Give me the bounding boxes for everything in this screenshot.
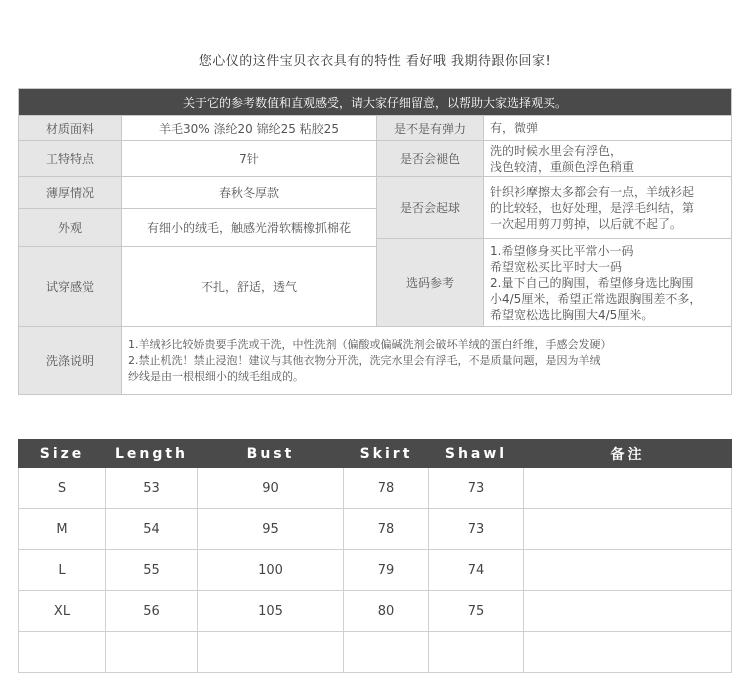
wash-line: 纱线是由一根根细小的绒毛组成的。	[128, 369, 304, 383]
size-ref-line: 希望宽松买比平时大一码	[490, 259, 623, 274]
table-cell: 73	[429, 509, 524, 550]
size-header-row	[19, 440, 732, 468]
table-cell	[524, 509, 732, 550]
size-header-cell: Length	[106, 440, 198, 468]
fade-label: 是否会褪色	[377, 141, 484, 177]
table-cell	[344, 632, 429, 673]
table-cell: 78	[344, 509, 429, 550]
look-label: 外观	[19, 209, 122, 247]
table-cell	[524, 591, 732, 632]
craft-label: 工特特点	[19, 141, 122, 177]
table-cell: 78	[344, 468, 429, 509]
material-label: 材质面料	[19, 116, 122, 141]
size-header-cell: Skirt	[344, 440, 429, 468]
table-cell	[429, 632, 524, 673]
table-cell: M	[19, 509, 106, 550]
size-header-cell: Shawl	[429, 440, 524, 468]
size-header-cell: 备注	[524, 440, 732, 468]
product-info-table	[18, 88, 732, 395]
table-cell	[524, 468, 732, 509]
table-cell: 54	[106, 509, 198, 550]
craft-value: 7针	[122, 141, 377, 177]
thickness-label: 薄厚情况	[19, 177, 122, 209]
elastic-label: 是不是有弹力	[377, 116, 484, 141]
table-cell: 105	[198, 591, 344, 632]
fade-value	[484, 141, 732, 177]
pilling-value	[484, 177, 732, 239]
size-header-cell: Bust	[198, 440, 344, 468]
look-value: 有细小的绒毛，触感光滑软糯橡抓棉花	[122, 209, 377, 247]
size-ref-label: 选码参考	[377, 239, 484, 327]
table-row	[19, 468, 732, 509]
table-cell	[198, 632, 344, 673]
table-cell: 80	[344, 591, 429, 632]
pilling-label: 是否会起球	[377, 177, 484, 239]
table-cell: 100	[198, 550, 344, 591]
size-ref-line: 1.希望修身买比平常小一码	[490, 243, 634, 258]
wash-value	[122, 327, 732, 395]
fade-line: 洗的时候水里会有浮色，	[490, 143, 623, 158]
table-cell	[106, 632, 198, 673]
table-cell: 73	[429, 468, 524, 509]
material-value: 羊毛30% 涤纶20 锦纶25 粘胶25	[122, 116, 377, 141]
table-cell: 74	[429, 550, 524, 591]
size-ref-value	[484, 239, 732, 327]
table-row	[19, 550, 732, 591]
elastic-value: 有，微弹	[484, 116, 732, 141]
feel-value: 不扎，舒适，透气	[122, 247, 377, 327]
table-cell: 75	[429, 591, 524, 632]
table-cell: 53	[106, 468, 198, 509]
wash-line: 1.羊绒衫比较娇贵要手洗或干洗，中性洗剂（偏酸或偏碱洗剂会破坏羊绒的蛋白纤维，手感会发硬）	[128, 337, 612, 351]
pilling-line: 一次起用剪刀剪掉，以后就不起了。	[490, 216, 683, 231]
size-header-cell: Size	[19, 440, 106, 468]
table-cell: XL	[19, 591, 106, 632]
table-row	[19, 591, 732, 632]
size-table	[18, 439, 732, 673]
pilling-line: 的比较轻，也好处理，是浮毛纠结，第	[490, 200, 695, 215]
table-cell: 56	[106, 591, 198, 632]
wash-line: 2.禁止机洗！禁止浸泡！建议与其他衣物分开洗，洗完水里会有浮毛，不是质量问题，是因为羊绒	[128, 353, 601, 367]
table-cell	[524, 550, 732, 591]
table-cell: 79	[344, 550, 429, 591]
page-title: 您心仪的这件宝贝衣衣具有的特性 看好哦 我期待跟你回家!	[198, 54, 552, 69]
table-cell: 55	[106, 550, 198, 591]
feel-label: 试穿感觉	[19, 247, 122, 327]
table-cell	[524, 632, 732, 673]
size-ref-line: 2.量下自己的胸围，希望修身选比胸围	[490, 275, 694, 290]
table-row	[19, 509, 732, 550]
table-cell: S	[19, 468, 106, 509]
table-cell: 95	[198, 509, 344, 550]
pilling-line: 针织衫摩擦太多都会有一点，羊绒衫起	[490, 184, 695, 199]
info-header: 关于它的参考数值和直观感受，请大家仔细留意，以帮助大家选择观买。	[19, 89, 732, 116]
wash-label: 洗涤说明	[19, 327, 122, 395]
fade-line: 浅色较清，重颜色浮色稍重	[490, 159, 635, 174]
table-cell: 90	[198, 468, 344, 509]
size-ref-line: 小4/5厘米，希望正常选跟胸围差不多，	[490, 291, 702, 306]
thickness-value: 春秋冬厚款	[122, 177, 377, 209]
table-cell	[19, 632, 106, 673]
table-cell: L	[19, 550, 106, 591]
table-row	[19, 632, 732, 673]
size-ref-line: 希望宽松选比胸围大4/5厘米。	[490, 307, 654, 322]
